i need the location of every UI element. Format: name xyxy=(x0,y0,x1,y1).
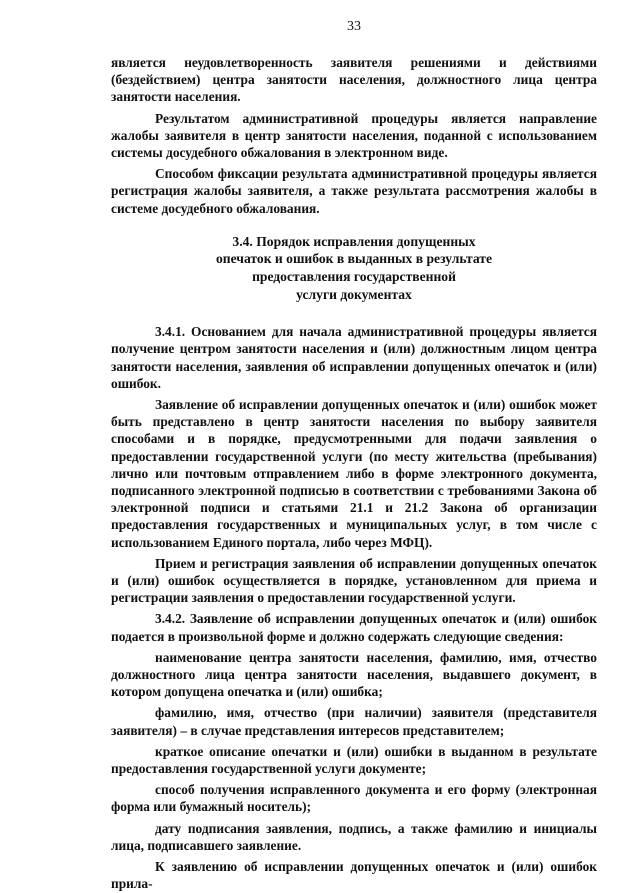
paragraph-submission: Заявление об исправлении допущенных опечаток и (или) ошибок может быть представлено в центр занятости населения по выбору заявителя способами и в порядке, предусмотренными для подачи заявления о предоставлении государственной услуги (по месту жительства (пребывания) лично или почтовым отправлением либо в форме электронного документа, подписанного электронной подписью в соответствии с требованиями Закона об электронной подписи и статьями 21.1 и 21.2 Закона об организации предоставления государственных и муниципальных услуг, в том числе с использованием Единого портала, либо через МФЦ). xyxy=(111,397,597,550)
section-heading xyxy=(111,233,597,303)
paragraph-attachments: К заявлению об исправлении допущенных опечаток и (или) ошибок прила- xyxy=(111,859,597,892)
list-item-applicant-name: фамилию, имя, отчество (при наличии) заявителя (представителя заявителя) – в случае представления интересов представителем; xyxy=(111,705,597,738)
heading-line-3: предоставления государственной xyxy=(252,269,456,285)
document-page xyxy=(111,18,597,893)
paragraph-3-4-1: 3.4.1. Основанием для начала административной процедуры является получение центром занятости населения и (или) должностным лицом центра занятости населения, заявления об исправлении допущенных опечаток и (или) ошибок. xyxy=(111,324,597,391)
heading-line-2: опечаток и ошибок в выданных в результате xyxy=(215,251,493,267)
paragraph-registration: Прием и регистрация заявления об исправлении допущенных опечаток и (или) ошибок осуществляется в порядке, установленном для приема и регистрации заявления о предоставлении государственной услуги. xyxy=(111,555,597,606)
list-item-error-description: краткое описание опечатки и (или) ошибки в выданном в результате предоставления государственной услуги документе; xyxy=(111,743,597,777)
paragraph-3-4-2: 3.4.2. Заявление об исправлении допущенных опечаток и (или) ошибок подается в произвольной форме и должно содержать следующие сведения: xyxy=(111,611,597,644)
paragraph-fixation: Способом фиксации результата административной процедуры является регистрация жалобы заявителя, а также результата рассмотрения жалобы в системе досудебного обжалования. xyxy=(111,166,597,216)
list-item-center-name: наименование центра занятости населения, фамилию, имя, отчество должностного лица центра занятости населения, выдавшего документ, в котором допущена опечатка и (или) ошибка; xyxy=(111,649,597,700)
list-item-signature: дату подписания заявления, подпись, а также фамилию и инициалы лица, подписавшего заявление. xyxy=(111,820,597,853)
page-number: 33 xyxy=(347,19,361,34)
paragraph-result: Результатом административной процедуры является направление жалобы заявителя в центр занятости населения, поданной с использованием системы досудебного обжалования в электронном виде. xyxy=(111,110,597,161)
heading-line-1: 3.4. Порядок исправления допущенных xyxy=(232,233,476,249)
heading-line-4: услуги документах xyxy=(296,286,412,302)
paragraph-continuation: является неудовлетворенность заявителя решениями и действиями (бездействием) центра занятости населения, должностного лица центра занятости населения. xyxy=(111,55,597,105)
list-item-delivery-method: способ получения исправленного документа и его форму (электронная форма или бумажный носитель); xyxy=(111,782,597,815)
